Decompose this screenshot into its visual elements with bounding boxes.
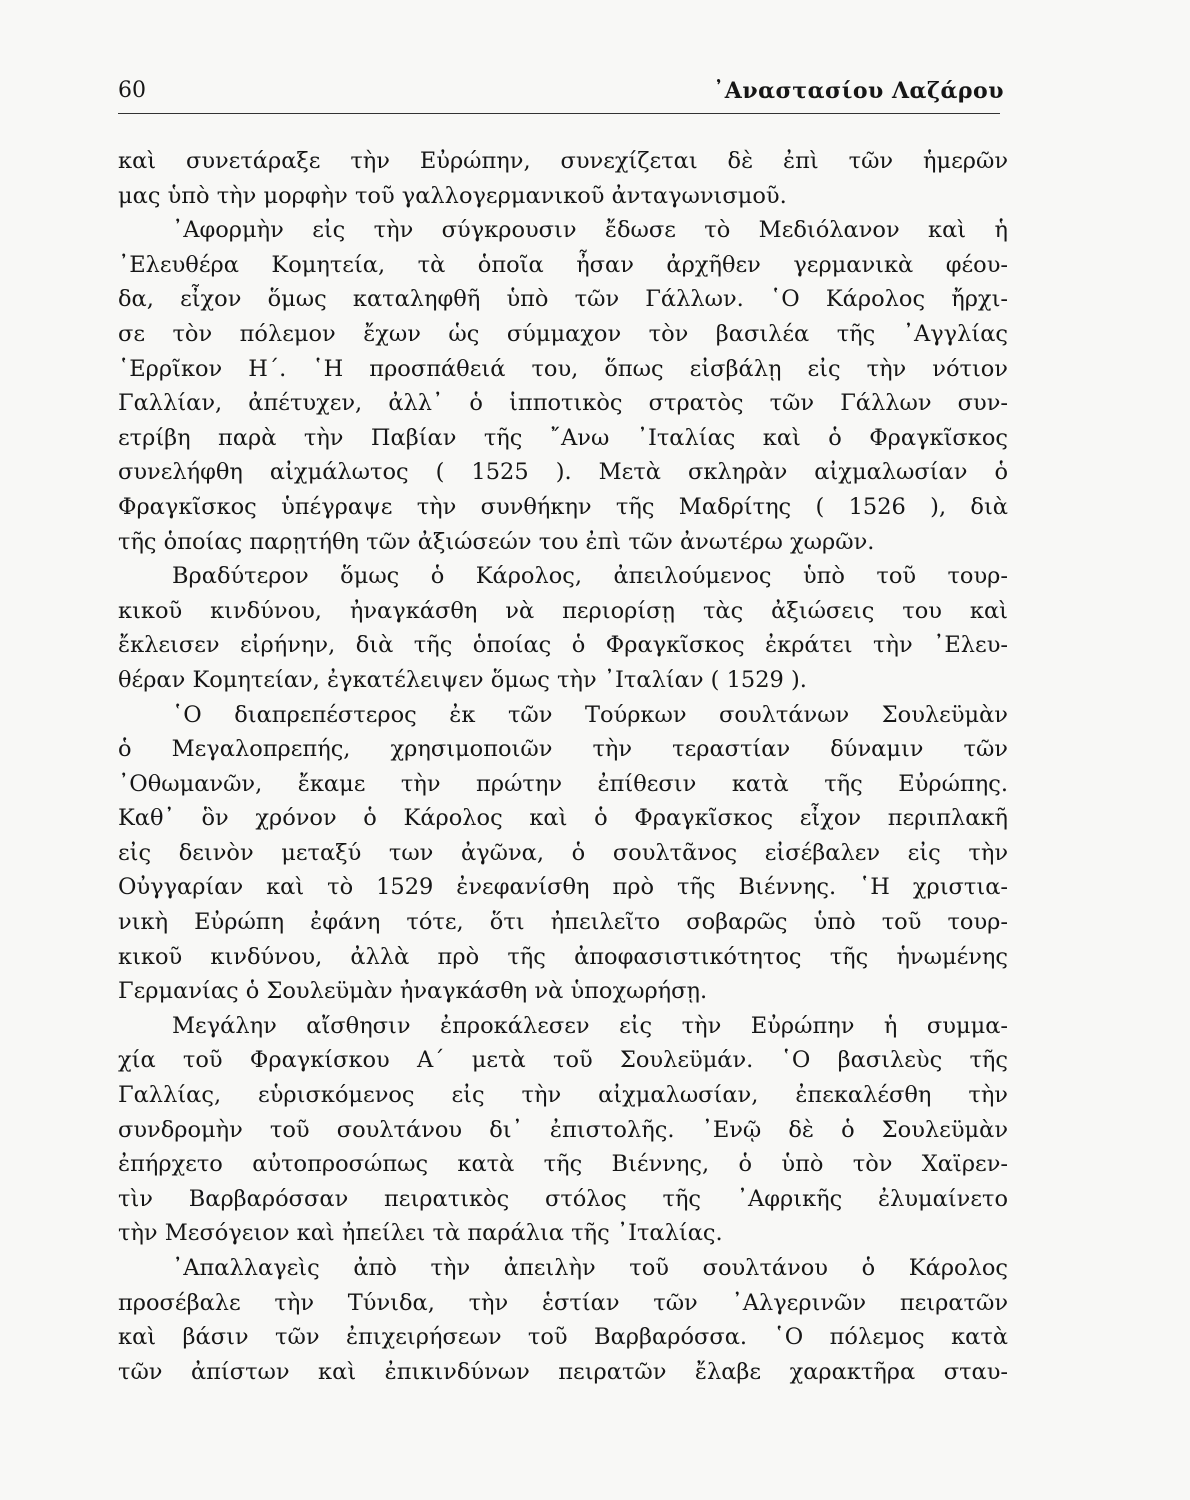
text-line: τὶν Βαρβαρόσσαν πειρατικὸς στόλος τῆς ᾿Αφρικῆς ἐλυμαίνετο [118,1185,1008,1212]
text-line: καὶ βάσιν τῶν ἐπιχειρήσεων τοῦ Βαρβαρόσσα. ῾Ο πόλεμος κατὰ [118,1324,1008,1351]
text-line: Μεγάλην αἴσθησιν ἐπροκάλεσεν εἰς τὴν Εὐρώπην ἡ συμμα- [172,1012,1008,1039]
text-line: τὴν Μεσόγειον καὶ ἠπείλει τὰ παράλια τῆς ᾿Ιταλίας. [118,1220,723,1247]
text-line: συνελήφθη αἰχμάλωτος ( 1525 ). Μετὰ σκληρὰν αἰχμαλωσίαν ὁ [118,459,1008,486]
text-line: Φραγκῖσκος ὑπέγραψε τὴν συνθήκην τῆς Μαδρίτης ( 1526 ), διὰ [118,493,1008,520]
text-line: καὶ συνετάραξε τὴν Εὐρώπην, συνεχίζεται δὲ ἐπὶ τῶν ἡμερῶν [118,148,1008,174]
text-line: ἐπήρχετο αὐτοπροσώπως κατὰ τῆς Βιέννης, ὁ ὑπὸ τὸν Χαϊρεν- [118,1151,1008,1178]
text-line: ἔκλεισεν εἰρήνην, διὰ τῆς ὁποίας ὁ Φραγκῖσκος ἐκράτει τὴν ᾿Ελευ- [118,632,1008,659]
text-line: μας ὑπὸ τὴν μορφὴν τοῦ γαλλογερμανικοῦ ἀνταγωνισμοῦ. [118,182,787,209]
page-header [118,74,1004,108]
text-line: ῾Ερρῖκον Η΄. ῾Η προσπάθειά του, ὅπως εἰσβάλῃ εἰς τὴν νότιον [118,355,1008,382]
text-line: ᾿Ελευθέρα Κομητεία, τὰ ὁποῖα ἦσαν ἀρχῆθεν γερμανικὰ φέου- [118,251,1008,278]
text-line: Γαλλίας, εὑρισκόμενος εἰς τὴν αἰχμαλωσίαν, ἐπεκαλέσθη τὴν [118,1082,1008,1109]
text-line: κικοῦ κινδύνου, ἠναγκάσθη νὰ περιορίσῃ τὰς ἀξιώσεις του καὶ [118,597,1008,624]
text-line: νικὴ Εὐρώπη ἐφάνη τότε, ὅτι ἠπειλεῖτο σοβαρῶς ὑπὸ τοῦ τουρ- [118,909,1008,936]
text-line: ᾿Αφορμὴν εἰς τὴν σύγκρουσιν ἔδωσε τὸ Μεδιόλανον καὶ ἡ [172,217,1008,244]
page-number: 60 [118,78,146,103]
text-line: ετρίβη παρὰ τὴν Παβίαν τῆς ῎Ανω ᾿Ιταλίας καὶ ὁ Φραγκῖσκος [118,424,1008,451]
body-text [118,144,1008,1389]
text-line: κικοῦ κινδύνου, ἀλλὰ πρὸ τῆς ἀποφασιστικότητος τῆς ἡνωμένης [118,943,1008,970]
text-line: σε τὸν πόλεμον ἔχων ὡς σύμμαχον τὸν βασιλέα τῆς ᾿Αγγλίας [118,320,1008,347]
text-line: ᾿Οθωμανῶν, ἔκαμε τὴν πρώτην ἐπίθεσιν κατὰ τῆς Εὐρώπης. [118,770,1008,797]
text-line: ῾Ο διαπρεπέστερος ἐκ τῶν Τούρκων σουλτάνων Σουλεϋμὰν [172,701,1008,728]
text-line: συνδρομὴν τοῦ σουλτάνου δι᾿ ἐπιστολῆς. ᾿Ενῷ δὲ ὁ Σουλεϋμὰν [118,1116,1008,1143]
text-line: προσέβαλε τὴν Τύνιδα, τὴν ἑστίαν τῶν ᾿Αλγερινῶν πειρατῶν [118,1289,1008,1316]
text-line: Καθ᾿ ὃν χρόνον ὁ Κάρολος καὶ ὁ Φραγκῖσκος εἶχον περιπλακῆ [118,805,1008,832]
text-line: δα, εἶχον ὅμως καταληφθῆ ὑπὸ τῶν Γάλλων. ῾Ο Κάρολος ἤρχι- [118,286,1008,313]
text-line: χία τοῦ Φραγκίσκου Α΄ μετὰ τοῦ Σουλεϋμάν. ῾Ο βασιλεὺς τῆς [118,1047,1008,1074]
text-line: ὁ Μεγαλοπρεπής, χρησιμοποιῶν τὴν τεραστίαν δύναμιν τῶν [118,736,1008,763]
text-line: Οὐγγαρίαν καὶ τὸ 1529 ἐνεφανίσθη πρὸ τῆς Βιέννης. ῾Η χριστια- [118,874,1008,901]
text-line: θέραν Κομητείαν, ἐγκατέλειψεν ὅμως τὴν ᾿Ιταλίαν ( 1529 ). [118,666,807,693]
text-line: ᾿Απαλλαγεὶς ἀπὸ τὴν ἀπειλὴν τοῦ σουλτάνου ὁ Κάρολος [172,1255,1008,1281]
text-line: Γαλλίαν, ἀπέτυχεν, ἀλλ᾿ ὁ ἱπποτικὸς στρατὸς τῶν Γάλλων συν- [118,390,1008,417]
text-line: τῆς ὁποίας παρῃτήθη τῶν ἀξιώσεών του ἐπὶ τῶν ἀνωτέρω χωρῶν. [118,528,875,555]
text-line: εἰς δεινὸν μεταξύ των ἀγῶνα, ὁ σουλτᾶνος εἰσέβαλεν εἰς τὴν [118,839,1008,866]
text-line: Γερμανίας ὁ Σουλεϋμὰν ἠναγκάσθη νὰ ὑποχωρήσῃ. [118,978,708,1005]
text-line: Βραδύτερον ὅμως ὁ Κάρολος, ἀπειλούμενος ὑπὸ τοῦ τουρ- [172,563,1008,590]
text-line: τῶν ἀπίστων καὶ ἐπικινδύνων πειρατῶν ἔλαβε χαρακτῆρα σταυ- [118,1358,1008,1385]
running-title: ᾿Αναστασίου Λαζάρου [713,78,1004,104]
header-rule [118,113,1000,114]
